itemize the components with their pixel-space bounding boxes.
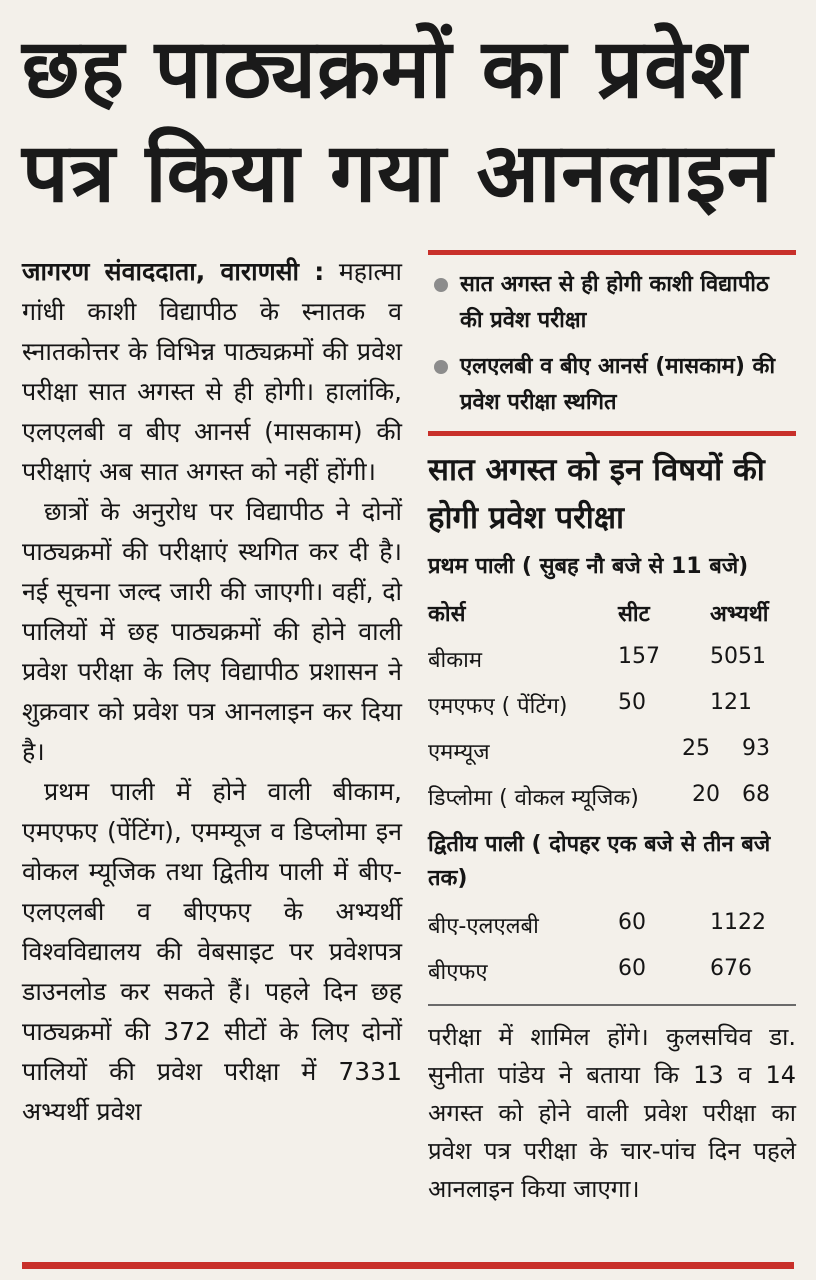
- course-name: बीएफए: [428, 960, 488, 985]
- paragraph-1-text: महात्मा गांधी काशी विद्यापीठ के स्नातक व स्नातकोत्तर के विभिन्न पाठ्यक्रमों की प्रवेश परीक्षा सात अगस्त से ही होगी। हालांकि, एलएलबी व बीए आनर्स (मासकाम) की परीक्षाएं अब सात अगस्त को नहीं होंगी।: [22, 257, 402, 486]
- seat-count: 60: [618, 910, 646, 935]
- highlight-text: सात अगस्त से ही होगी काशी विद्यापीठ की प्रवेश परीक्षा: [460, 272, 769, 333]
- highlight-item: [428, 267, 796, 339]
- header-seats: सीट: [618, 602, 650, 627]
- candidate-count: 676: [710, 956, 752, 981]
- header-candidates: अभ्यर्थी: [710, 602, 769, 627]
- table-row: [428, 636, 796, 682]
- table-row: [428, 728, 796, 774]
- highlight-item: [428, 349, 796, 421]
- sidebar: [428, 250, 796, 1208]
- candidate-count: 68: [742, 782, 770, 807]
- course-name: बीकाम: [428, 648, 483, 673]
- course-name: डिप्लोमा ( वोकल म्यूजिक): [428, 786, 639, 811]
- bullet-dot-icon: [434, 278, 448, 292]
- red-divider-middle: [428, 431, 796, 436]
- candidate-count: 121: [710, 690, 752, 715]
- article-paragraph-1: [22, 252, 402, 492]
- candidate-count: 1122: [710, 910, 766, 935]
- article-paragraph-2: छात्रों के अनुरोध पर विद्यापीठ ने दोनों पाठ्यक्रमों की परीक्षाएं स्थगित कर दी है। नई सूचना जल्द जारी की जाएगी। वहीं, दो पालियों में छह पाठ्यक्रमों की होने वाली प्रवेश परीक्षा के लिए विद्यापीठ प्रशासन ने शुक्रवार को प्रवेश पत्र आनलाइन कर दिया है।: [22, 497, 402, 766]
- course-name: बीए-एलएलबी: [428, 914, 539, 939]
- highlights-list: [428, 267, 796, 421]
- table-row: [428, 948, 796, 994]
- table-row: [428, 902, 796, 948]
- headline-line-1: छह पाठ्यक्रमों का प्रवेश: [22, 22, 748, 117]
- seat-count: 157: [618, 644, 660, 669]
- bullet-dot-icon: [434, 360, 448, 374]
- candidate-count: 93: [742, 736, 770, 761]
- seat-count: 50: [618, 690, 646, 715]
- red-divider-top: [428, 250, 796, 255]
- seat-count: 20: [692, 782, 720, 807]
- shift-1-heading: प्रथम पाली ( सुबह नौ बजे से 11 बजे): [428, 554, 749, 579]
- course-name: एमएफए ( पेंटिंग): [428, 694, 568, 719]
- course-name: एमम्यूज: [428, 740, 490, 765]
- gray-divider: [428, 1004, 796, 1006]
- article-paragraph-3: प्रथम पाली में होने वाली बीकाम, एमएफए (पेंटिंग), एमम्यूज व डिप्लोमा इन वोकल म्यूजिक तथा द्वितीय पाली में बीए-एलएलबी व बीएफए के अभ्यर्थी विश्वविद्यालय की वेबसाइट पर प्रवेशपत्र डाउनलोड कर सकते हैं। पहले दिन छह पाठ्यक्रमों की 372 सीटों के लिए दोनों पालियों की प्रवेश परीक्षा में 7331 अभ्यर्थी प्रवेश: [22, 777, 402, 1126]
- byline: जागरण संवाददाता, वाराणसी :: [22, 257, 325, 286]
- candidate-count: 5051: [710, 644, 766, 669]
- headline-line-2: पत्र किया गया आनलाइन: [22, 126, 774, 221]
- table-row: [428, 774, 796, 820]
- table-row: [428, 682, 796, 728]
- shift-2-heading: द्वितीय पाली ( दोपहर एक बजे से तीन बजे तक): [428, 832, 771, 891]
- seat-count: 60: [618, 956, 646, 981]
- schedule-box-title: सात अगस्त को इन विषयों की होगी प्रवेश परीक्षा: [428, 452, 765, 536]
- highlight-text: एलएलबी व बीए आनर्स (मासकाम) की प्रवेश परीक्षा स्थगित: [460, 354, 776, 415]
- header-course: कोर्स: [428, 602, 466, 627]
- article-body: [22, 252, 402, 1132]
- table-header-row: [428, 590, 796, 636]
- seat-count: 25: [682, 736, 710, 761]
- red-divider-bottom: [22, 1262, 794, 1269]
- headline: [22, 18, 802, 226]
- article-continuation: परीक्षा में शामिल होंगे। कुलसचिव डा. सुनीता पांडेय ने बताया कि 13 व 14 अगस्त को होने वाली प्रवेश परीक्षा का प्रवेश पत्र परीक्षा के चार-पांच दिन पहले आनलाइन किया जाएगा।: [428, 1023, 796, 1203]
